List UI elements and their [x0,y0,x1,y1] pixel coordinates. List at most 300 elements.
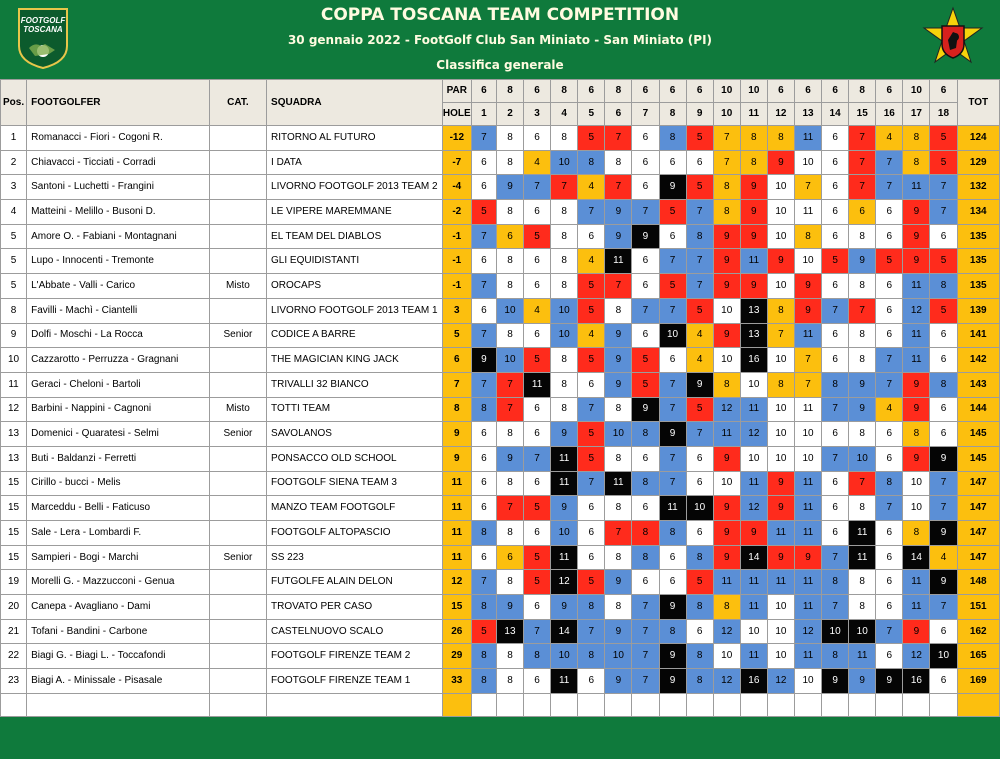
total-cell: 148 [957,570,999,595]
footgolfer-cell: Biagi A. - Minissale - Pisasale [27,669,210,694]
empty-cell [713,693,740,716]
par-diff-cell: 9 [442,446,471,471]
hole-score-cell: 7 [876,619,903,644]
table-row [1,175,1000,200]
hole-number-3: 3 [524,103,551,126]
hole-score-cell: 8 [822,372,849,397]
hole-score-cell: 8 [930,372,957,397]
hole-score-cell: 6 [930,323,957,348]
hole-score-cell: 5 [930,150,957,175]
footgolfer-cell: Biagi G. - Biagi L. - Toccafondi [27,644,210,669]
hole-score-cell: 11 [794,397,821,422]
hole-score-cell: 8 [713,200,740,225]
par-diff-cell: 11 [442,521,471,546]
par-hole-2: 8 [496,80,523,103]
empty-cell [659,693,686,716]
position-cell: 15 [1,496,27,521]
hole-score-cell: 8 [767,372,794,397]
par-hole-3: 6 [524,80,551,103]
hole-score-cell: 6 [822,521,849,546]
hole-score-cell: 9 [903,200,930,225]
par-diff-cell: -1 [442,224,471,249]
hole-score-cell: 6 [876,545,903,570]
hole-score-cell: 8 [659,126,686,151]
hole-score-cell: 5 [578,298,605,323]
hole-score-cell: 11 [903,348,930,373]
hole-score-cell: 6 [822,175,849,200]
hole-score-cell: 8 [605,496,632,521]
col-total: TOT [957,80,999,126]
footgolfer-cell: Tofani - Bandini - Carbone [27,619,210,644]
hole-score-cell: 6 [876,595,903,620]
par-diff-cell: 12 [442,570,471,595]
hole-score-cell: 6 [524,200,551,225]
hole-score-cell: 7 [605,175,632,200]
hole-score-cell: 11 [740,595,767,620]
hole-number-18: 18 [930,103,957,126]
table-row [1,496,1000,521]
hole-score-cell: 6 [471,545,496,570]
hole-score-cell: 9 [903,224,930,249]
par-hole-7: 6 [632,80,659,103]
header-row-par [1,80,1000,103]
hole-score-cell: 10 [849,446,876,471]
hole-score-cell: 7 [794,348,821,373]
hole-score-cell: 6 [578,224,605,249]
total-cell: 124 [957,126,999,151]
hole-score-cell: 9 [903,249,930,274]
hole-score-cell: 11 [551,545,578,570]
hole-score-cell: 6 [659,545,686,570]
hole-score-cell: 8 [524,644,551,669]
hole-score-cell: 6 [686,521,713,546]
empty-cell [209,693,266,716]
empty-cell [578,693,605,716]
hole-score-cell: 8 [686,669,713,694]
hole-score-cell: 6 [524,397,551,422]
category-cell [209,372,266,397]
team-cell: THE MAGICIAN KING JACK [267,348,443,373]
hole-score-cell: 4 [524,298,551,323]
hole-score-cell: 8 [713,595,740,620]
hole-score-cell: 12 [903,298,930,323]
hole-score-cell: 7 [471,274,496,299]
team-cell: I DATA [267,150,443,175]
par-hole-5: 6 [578,80,605,103]
hole-score-cell: 4 [578,249,605,274]
hole-score-cell: 4 [578,323,605,348]
hole-score-cell: 13 [496,619,523,644]
hole-score-cell: 9 [632,397,659,422]
par-hole-16: 6 [876,80,903,103]
hole-score-cell: 5 [524,348,551,373]
hole-score-cell: 7 [632,595,659,620]
position-cell: 21 [1,619,27,644]
hole-score-cell: 9 [713,323,740,348]
hole-score-cell: 7 [524,619,551,644]
table-row [1,323,1000,348]
hole-score-cell: 5 [524,224,551,249]
hole-score-cell: 8 [903,150,930,175]
hole-score-cell: 9 [713,249,740,274]
table-row [1,298,1000,323]
footgolfer-cell: Domenici - Quaratesi - Selmi [27,422,210,447]
hole-score-cell: 12 [740,496,767,521]
par-diff-cell: 8 [442,397,471,422]
par-diff-cell: -4 [442,175,471,200]
hole-score-cell: 9 [930,446,957,471]
col-team: SQUADRA [267,80,443,126]
hole-score-cell: 10 [767,644,794,669]
team-cell: TROVATO PER CASO [267,595,443,620]
hole-number-7: 7 [632,103,659,126]
hole-score-cell: 7 [849,175,876,200]
hole-score-cell: 7 [686,422,713,447]
hole-score-cell: 11 [794,595,821,620]
empty-cell [524,693,551,716]
hole-score-cell: 7 [713,126,740,151]
hole-score-cell: 10 [794,150,821,175]
hole-score-cell: 10 [686,496,713,521]
hole-score-cell: 6 [632,126,659,151]
hole-score-cell: 7 [822,298,849,323]
hole-score-cell: 5 [930,249,957,274]
hole-score-cell: 9 [794,274,821,299]
hole-score-cell: 6 [632,570,659,595]
position-cell: 4 [1,200,27,225]
hole-number-6: 6 [605,103,632,126]
hole-score-cell: 13 [740,323,767,348]
hole-score-cell: 6 [822,150,849,175]
empty-cell [740,693,767,716]
par-hole-6: 8 [605,80,632,103]
par-hole-1: 6 [471,80,496,103]
hole-score-cell: 10 [849,619,876,644]
hole-score-cell: 9 [849,249,876,274]
hole-score-cell: 6 [930,348,957,373]
hole-score-cell: 8 [740,126,767,151]
hole-score-cell: 6 [822,126,849,151]
hole-score-cell: 11 [903,274,930,299]
hole-score-cell: 16 [740,348,767,373]
category-cell [209,446,266,471]
hole-score-cell: 6 [632,175,659,200]
par-diff-cell: 3 [442,298,471,323]
hole-score-cell: 6 [471,471,496,496]
footgolfer-cell: Matteini - Melillo - Busoni D. [27,200,210,225]
footgolfer-cell: Sale - Lera - Lombardi F. [27,521,210,546]
hole-score-cell: 4 [686,348,713,373]
footgolfer-cell: Chiavacci - Ticciati - Corradi [27,150,210,175]
footgolfer-cell: L'Abbate - Valli - Carico [27,274,210,299]
empty-row [1,693,1000,716]
hole-score-cell: 9 [659,175,686,200]
hole-score-cell: 11 [605,471,632,496]
hole-score-cell: 11 [740,397,767,422]
par-hole-9: 6 [686,80,713,103]
category-cell: Misto [209,397,266,422]
hole-score-cell: 7 [632,644,659,669]
par-diff-cell: 11 [442,496,471,521]
position-cell: 15 [1,521,27,546]
table-row [1,669,1000,694]
hole-score-cell: 9 [822,669,849,694]
total-cell: 134 [957,200,999,225]
par-hole-14: 6 [822,80,849,103]
hole-score-cell: 9 [903,446,930,471]
hole-score-cell: 9 [605,323,632,348]
category-cell [209,669,266,694]
hole-score-cell: 6 [632,446,659,471]
table-row [1,372,1000,397]
hole-score-cell: 10 [767,274,794,299]
hole-score-cell: 10 [740,446,767,471]
hole-score-cell: 6 [659,150,686,175]
position-cell: 12 [1,397,27,422]
hole-score-cell: 5 [876,249,903,274]
hole-score-cell: 11 [903,595,930,620]
category-cell: Misto [209,274,266,299]
hole-score-cell: 4 [930,545,957,570]
team-cell: CODICE A BARRE [267,323,443,348]
hole-score-cell: 5 [822,249,849,274]
hole-score-cell: 10 [903,471,930,496]
hole-score-cell: 6 [659,570,686,595]
hole-score-cell: 10 [903,496,930,521]
hole-score-cell: 9 [605,570,632,595]
hole-score-cell: 11 [605,249,632,274]
hole-score-cell: 11 [903,175,930,200]
hole-score-cell: 6 [822,224,849,249]
total-cell: 141 [957,323,999,348]
hole-score-cell: 6 [524,323,551,348]
table-row [1,274,1000,299]
par-hole-4: 8 [551,80,578,103]
position-cell: 1 [1,126,27,151]
hole-score-cell: 9 [930,521,957,546]
hole-number-14: 14 [822,103,849,126]
hole-score-cell: 6 [471,496,496,521]
team-cell: LIVORNO FOOTGOLF 2013 TEAM 1 [267,298,443,323]
footgolfer-cell: Canepa - Avagliano - Dami [27,595,210,620]
hole-score-cell: 9 [713,446,740,471]
hole-score-cell: 6 [578,521,605,546]
hole-score-cell: 14 [551,619,578,644]
empty-cell [27,693,210,716]
hole-score-cell: 6 [822,422,849,447]
team-cell: LE VIPERE MAREMMANE [267,200,443,225]
hole-score-cell: 8 [930,274,957,299]
hole-score-cell: 10 [496,348,523,373]
table-row [1,521,1000,546]
hole-score-cell: 8 [713,372,740,397]
event-subtitle: 30 gennaio 2022 - FootGolf Club San Miniato - San Miniato (PI) [287,33,713,47]
hole-score-cell: 9 [849,669,876,694]
hole-score-cell: 8 [578,150,605,175]
hole-score-cell: 8 [605,298,632,323]
hole-score-cell: 6 [524,595,551,620]
par-hole-17: 10 [903,80,930,103]
hole-score-cell: 6 [876,298,903,323]
total-cell: 145 [957,446,999,471]
hole-score-cell: 10 [551,521,578,546]
hole-score-cell: 7 [605,126,632,151]
hole-score-cell: 4 [524,150,551,175]
hole-score-cell: 8 [551,126,578,151]
category-cell [209,496,266,521]
hole-score-cell: 5 [686,397,713,422]
category-cell: Senior [209,545,266,570]
hole-score-cell: 8 [903,422,930,447]
hole-score-cell: 7 [930,496,957,521]
position-cell: 22 [1,644,27,669]
table-row [1,595,1000,620]
hole-score-cell: 7 [659,471,686,496]
hole-score-cell: 9 [713,224,740,249]
hole-score-cell: 8 [496,200,523,225]
hole-score-cell: 11 [849,545,876,570]
hole-score-cell: 6 [471,249,496,274]
footgolfer-cell: Morelli G. - Mazzucconi - Genua [27,570,210,595]
hole-score-cell: 9 [605,348,632,373]
table-row [1,570,1000,595]
hole-score-cell: 10 [496,298,523,323]
total-cell: 147 [957,545,999,570]
hole-score-cell: 7 [930,595,957,620]
position-cell: 15 [1,545,27,570]
footgolfer-cell: Buti - Baldanzi - Ferretti [27,446,210,471]
total-cell: 147 [957,471,999,496]
hole-score-cell: 5 [524,570,551,595]
par-diff-cell: 15 [442,595,471,620]
empty-cell [442,693,471,716]
footgolfer-cell: Dolfi - Moschi - La Rocca [27,323,210,348]
hole-number-5: 5 [578,103,605,126]
hole-score-cell: 6 [471,446,496,471]
empty-cell [471,693,496,716]
hole-score-cell: 8 [496,422,523,447]
hole-score-cell: 8 [686,545,713,570]
position-cell: 13 [1,422,27,447]
table-row [1,446,1000,471]
hole-score-cell: 5 [632,372,659,397]
hole-number-15: 15 [849,103,876,126]
hole-score-cell: 7 [930,200,957,225]
position-cell: 13 [1,446,27,471]
total-cell: 144 [957,397,999,422]
hole-score-cell: 11 [713,570,740,595]
hole-score-cell: 9 [713,274,740,299]
hole-score-cell: 7 [876,150,903,175]
hole-score-cell: 6 [930,224,957,249]
hole-score-cell: 7 [767,323,794,348]
hole-score-cell: 8 [605,150,632,175]
hole-score-cell: 12 [740,422,767,447]
hole-score-cell: 6 [822,348,849,373]
hole-score-cell: 8 [849,323,876,348]
total-cell: 135 [957,224,999,249]
par-diff-cell: -1 [442,274,471,299]
hole-score-cell: 10 [551,298,578,323]
hole-score-cell: 6 [471,175,496,200]
hole-score-cell: 9 [740,175,767,200]
hole-score-cell: 9 [767,471,794,496]
hole-score-cell: 10 [740,372,767,397]
hole-score-cell: 10 [551,644,578,669]
hole-score-cell: 8 [876,471,903,496]
par-diff-cell: 6 [442,348,471,373]
col-category: CAT. [209,80,266,126]
hole-score-cell: 5 [578,570,605,595]
hole-score-cell: 9 [713,496,740,521]
par-diff-cell: -12 [442,126,471,151]
position-cell: 20 [1,595,27,620]
hole-score-cell: 9 [794,298,821,323]
hole-score-cell: 6 [822,274,849,299]
hole-score-cell: 5 [686,570,713,595]
hole-score-cell: 10 [713,471,740,496]
hole-score-cell: 7 [822,545,849,570]
team-cell: EL TEAM DEL DIABLOS [267,224,443,249]
par-diff-cell: 26 [442,619,471,644]
hole-score-cell: 8 [632,471,659,496]
hole-score-cell: 9 [605,372,632,397]
hole-score-cell: 9 [767,249,794,274]
hole-score-cell: 6 [876,224,903,249]
hole-score-cell: 8 [849,570,876,595]
hole-score-cell: 7 [496,496,523,521]
total-cell: 151 [957,595,999,620]
hole-score-cell: 8 [496,249,523,274]
table-row [1,249,1000,274]
hole-score-cell: 8 [713,175,740,200]
footgolfer-cell: Amore O. - Fabiani - Montagnani [27,224,210,249]
hole-score-cell: 12 [713,397,740,422]
hole-score-cell: 5 [524,545,551,570]
hole-score-cell: 11 [794,126,821,151]
hole-score-cell: 8 [605,397,632,422]
hole-score-cell: 4 [876,397,903,422]
hole-score-cell: 10 [767,348,794,373]
hole-score-cell: 6 [632,249,659,274]
hole-score-cell: 7 [496,372,523,397]
hole-score-cell: 8 [686,595,713,620]
hole-score-cell: 9 [605,224,632,249]
hole-score-cell: 8 [551,274,578,299]
hole-score-cell: 13 [740,298,767,323]
footgolfer-cell: Barbini - Nappini - Cagnoni [27,397,210,422]
hole-score-cell: 12 [551,570,578,595]
hole-score-cell: 8 [551,348,578,373]
par-diff-cell: 11 [442,545,471,570]
empty-cell [1,693,27,716]
par-diff-cell: -1 [442,249,471,274]
category-cell [209,224,266,249]
hole-score-cell: 6 [578,545,605,570]
col-hole-label: HOLE [442,103,471,126]
position-cell: 8 [1,298,27,323]
position-cell: 5 [1,249,27,274]
hole-score-cell: 5 [686,298,713,323]
par-diff-cell: -2 [442,200,471,225]
hole-score-cell: 8 [632,422,659,447]
hole-score-cell: 6 [876,446,903,471]
hole-score-cell: 8 [605,595,632,620]
position-cell: 5 [1,274,27,299]
hole-score-cell: 12 [794,619,821,644]
empty-cell [551,693,578,716]
hole-score-cell: 10 [767,595,794,620]
